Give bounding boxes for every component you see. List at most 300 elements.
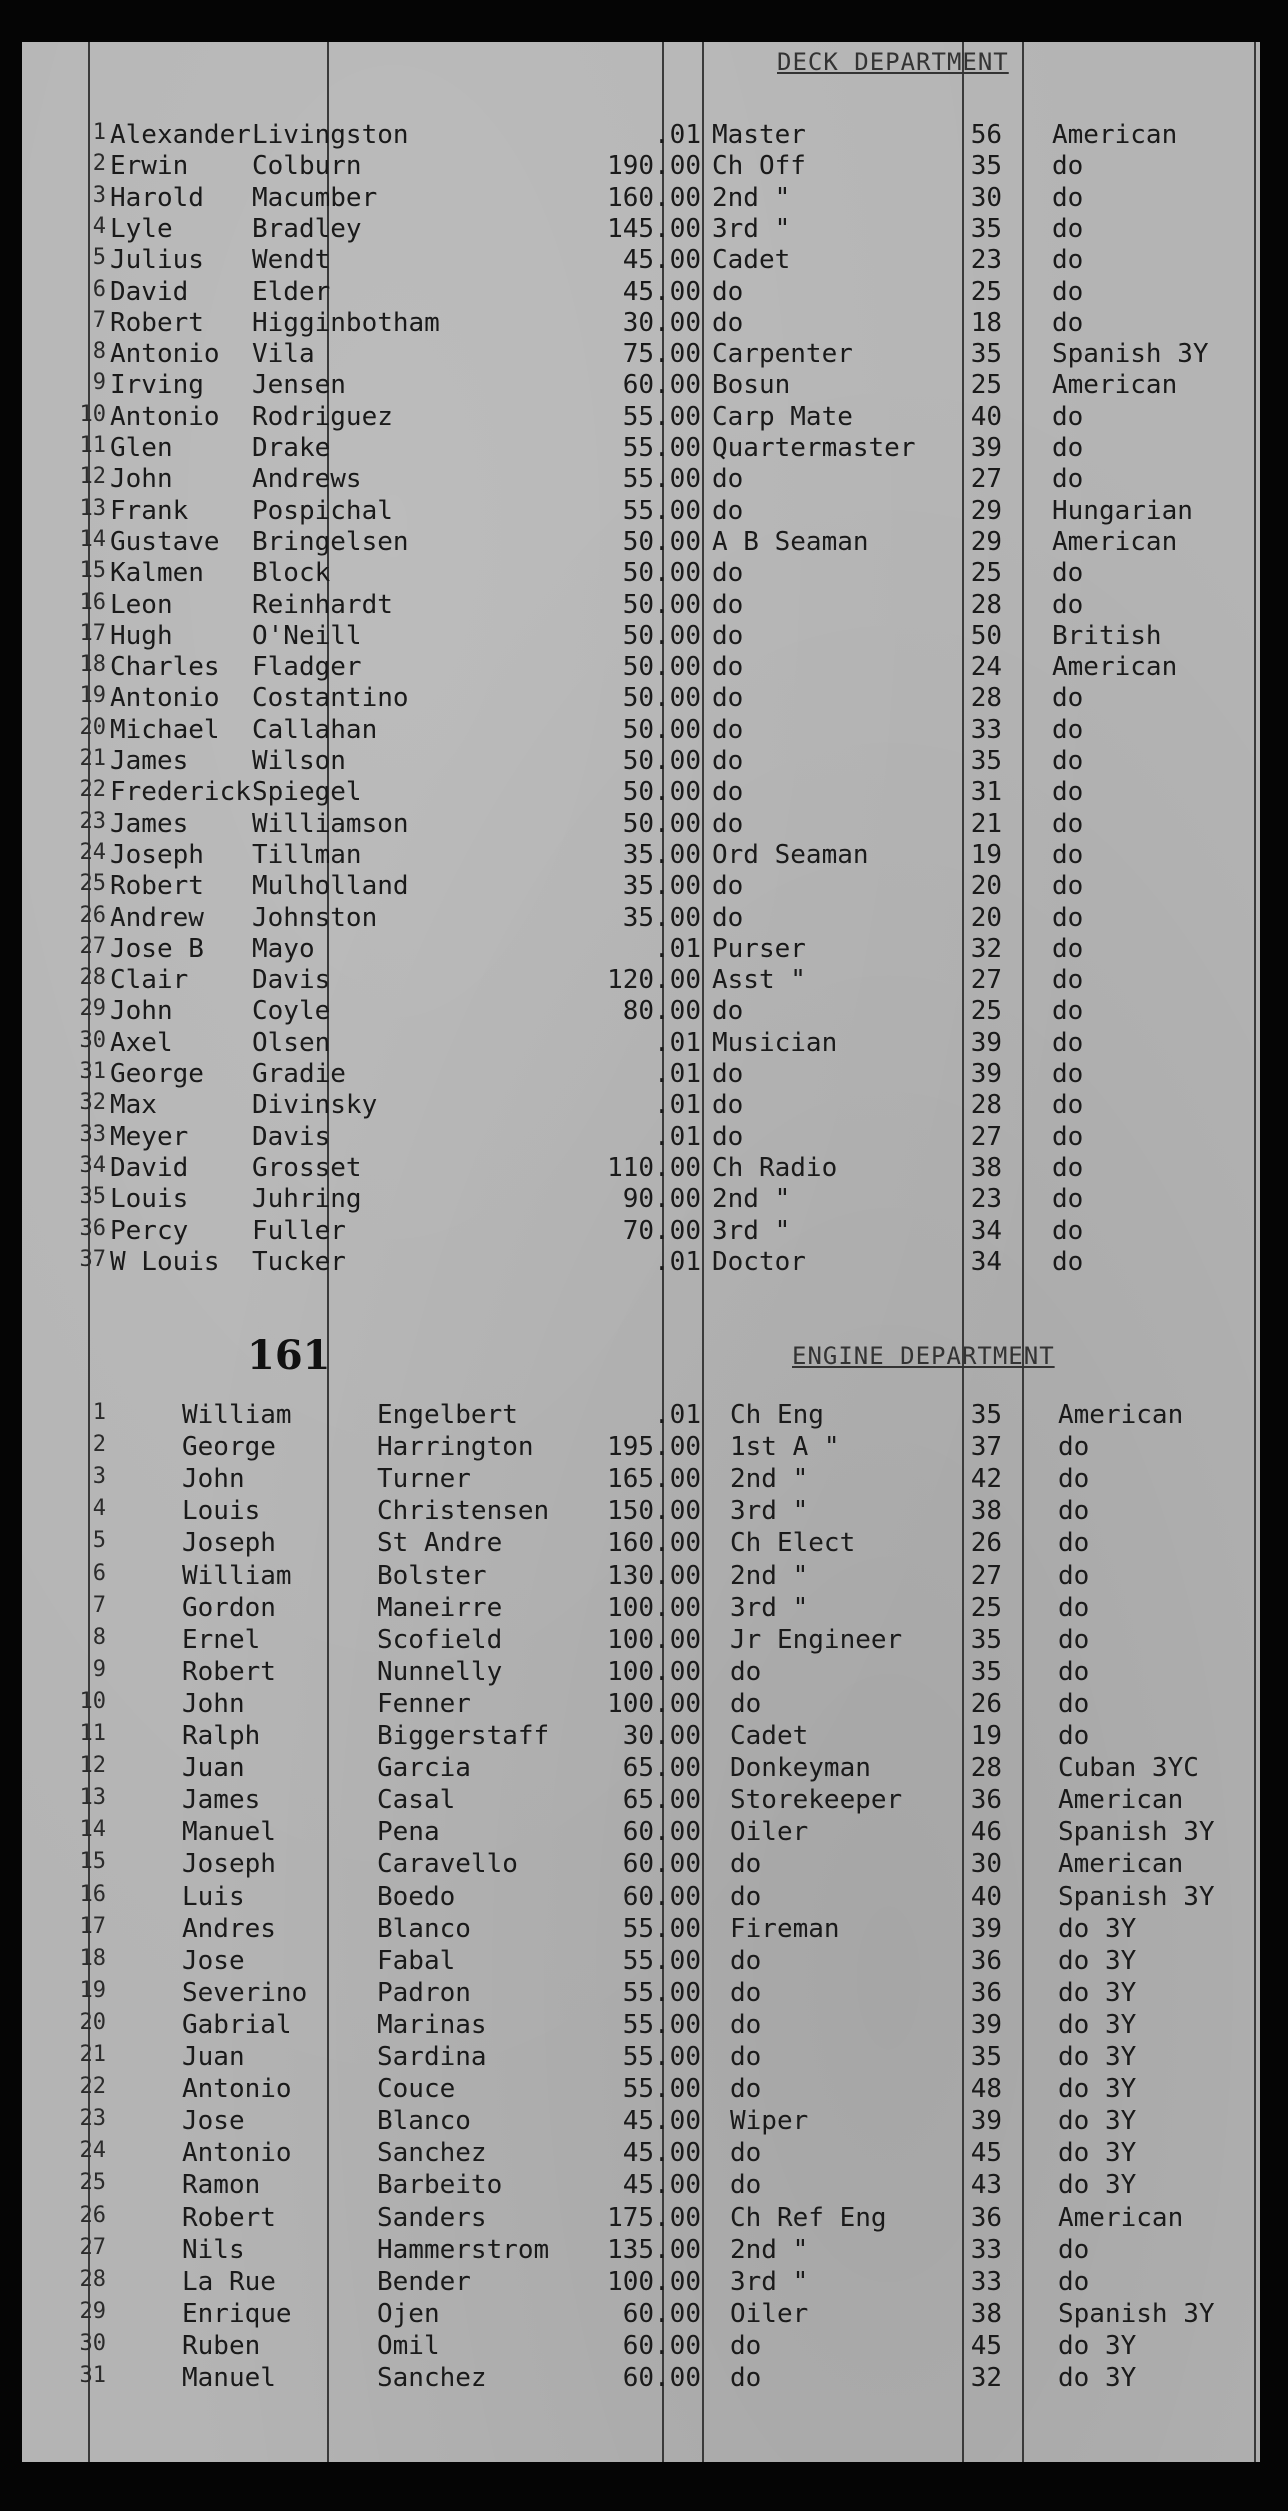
crew-row — [22, 965, 1260, 996]
nationality: do — [1058, 1656, 1090, 1687]
monthly-wage: 190.00 — [607, 151, 701, 182]
age: 29 — [970, 495, 1002, 526]
nationality: do — [1058, 1688, 1090, 1719]
age: 31 — [970, 777, 1002, 808]
age: 56 — [970, 120, 1002, 150]
nationality: do — [1052, 1027, 1084, 1058]
last-name: St Andre — [377, 1528, 503, 1559]
crew-row — [22, 2074, 1260, 2105]
monthly-wage: 100.00 — [607, 1688, 701, 1719]
row-number: 14 — [79, 526, 106, 552]
crew-row — [22, 1432, 1260, 1463]
monthly-wage: 60.00 — [622, 1849, 701, 1880]
row-number: 1 — [92, 1400, 106, 1425]
rank: do — [730, 1881, 762, 1912]
nationality: do 3Y — [1058, 2138, 1137, 2169]
last-name: Fenner — [377, 1688, 471, 1719]
age: 37 — [970, 1432, 1002, 1463]
row-number: 5 — [92, 1528, 106, 1554]
rank: do — [712, 777, 744, 808]
age: 36 — [970, 1945, 1002, 1976]
first-name: Robert — [182, 2202, 276, 2233]
first-name: John — [110, 464, 173, 495]
nationality: do 3Y — [1058, 2330, 1137, 2361]
first-name: James — [182, 1785, 261, 1816]
crew-row — [22, 2235, 1260, 2266]
age: 36 — [970, 2202, 1002, 2233]
rank: 2nd " — [712, 182, 791, 213]
crew-row — [22, 308, 1260, 339]
row-number: 7 — [92, 307, 106, 333]
rank: Storekeeper — [730, 1785, 903, 1816]
rank: Donkeyman — [730, 1753, 871, 1784]
nationality: do — [1052, 683, 1084, 714]
row-number: 37 — [79, 1246, 106, 1272]
rank: do — [712, 276, 744, 307]
crew-row — [22, 1593, 1260, 1624]
last-name: Ojen — [377, 2298, 440, 2329]
nationality: do — [1052, 213, 1084, 244]
monthly-wage: 160.00 — [607, 182, 701, 213]
last-name: Block — [252, 558, 331, 589]
age: 23 — [970, 1184, 1002, 1215]
age: 30 — [970, 1849, 1002, 1880]
last-name: Omil — [377, 2330, 440, 2361]
rank: do — [730, 2074, 762, 2105]
monthly-wage: 35.00 — [622, 871, 701, 902]
age: 38 — [970, 1496, 1002, 1527]
age: 24 — [970, 652, 1002, 683]
first-name: Joseph — [110, 839, 204, 870]
age: 39 — [970, 1027, 1002, 1058]
row-number: 2 — [92, 151, 106, 177]
last-name: Blanco — [377, 1913, 471, 1944]
age: 25 — [970, 996, 1002, 1027]
monthly-wage: 55.00 — [622, 2074, 701, 2105]
crew-row — [22, 1978, 1260, 2009]
nationality: do — [1058, 2234, 1090, 2265]
row-number: 30 — [79, 1027, 106, 1053]
rank: do — [712, 1121, 744, 1152]
rank: 3rd " — [712, 1215, 791, 1246]
nationality: do — [1052, 1121, 1084, 1152]
row-number: 10 — [79, 401, 106, 427]
nationality: do — [1058, 2266, 1090, 2297]
last-name: Olsen — [252, 1027, 331, 1058]
crew-row — [22, 183, 1260, 214]
last-name: Barbeito — [377, 2170, 503, 2201]
first-name: Michael — [110, 714, 220, 745]
rank: do — [730, 1849, 762, 1880]
first-name: Hugh — [110, 620, 173, 651]
rank: do — [712, 902, 744, 933]
first-name: Antonio — [182, 2138, 292, 2169]
first-name: Erwin — [110, 151, 189, 182]
first-name: Frederick — [110, 777, 251, 808]
rank: do — [730, 1945, 762, 1976]
first-name: James — [110, 808, 189, 839]
age: 39 — [970, 2009, 1002, 2040]
nationality: do — [1052, 558, 1084, 589]
monthly-wage: 35.00 — [622, 839, 701, 870]
monthly-wage: 70.00 — [622, 1215, 701, 1246]
first-name: Manuel — [182, 2363, 276, 2393]
monthly-wage: .01 — [654, 120, 701, 150]
last-name: Wilson — [252, 746, 346, 776]
rank: Carp Mate — [712, 401, 853, 432]
age: 46 — [970, 1817, 1002, 1848]
rank: 3rd " — [730, 1592, 809, 1623]
first-name: Glen — [110, 433, 173, 463]
crew-row — [22, 1721, 1260, 1752]
first-name: George — [182, 1432, 276, 1463]
monthly-wage: 75.00 — [622, 339, 701, 370]
rank: do — [730, 1688, 762, 1719]
monthly-wage: 90.00 — [622, 1184, 701, 1215]
nationality: do — [1052, 245, 1084, 276]
last-name: Coyle — [252, 996, 331, 1027]
crew-row — [22, 277, 1260, 308]
monthly-wage: 55.00 — [622, 433, 701, 463]
row-number: 33 — [79, 1121, 106, 1147]
first-name: Enrique — [182, 2298, 292, 2329]
crew-row — [22, 809, 1260, 840]
rank: Oiler — [730, 2298, 809, 2329]
monthly-wage: 100.00 — [607, 1624, 701, 1655]
monthly-wage: 60.00 — [622, 2298, 701, 2329]
row-number: 31 — [79, 2363, 106, 2388]
crew-row — [22, 1657, 1260, 1688]
monthly-wage: 45.00 — [622, 2170, 701, 2201]
nationality: British — [1052, 620, 1162, 651]
nationality: do — [1052, 276, 1084, 307]
row-number: 29 — [79, 996, 106, 1022]
last-name: Mayo — [252, 933, 315, 964]
age: 35 — [970, 213, 1002, 244]
first-name: W Louis — [110, 1246, 220, 1277]
nationality: American — [1052, 120, 1178, 150]
rank: do — [712, 1090, 744, 1121]
last-name: Sanders — [377, 2202, 487, 2233]
nationality: do 3Y — [1058, 2009, 1137, 2040]
crew-row — [22, 1122, 1260, 1153]
rank: Ch Elect — [730, 1528, 856, 1559]
last-name: Sanchez — [377, 2363, 487, 2393]
row-number: 18 — [79, 652, 106, 678]
crew-row — [22, 1464, 1260, 1495]
age: 39 — [970, 2106, 1002, 2137]
nationality: American — [1052, 652, 1178, 683]
crew-row — [22, 558, 1260, 589]
rank: 2nd " — [712, 1184, 791, 1215]
nationality: American — [1058, 1785, 1184, 1816]
age: 28 — [970, 683, 1002, 714]
last-name: Scofield — [377, 1624, 503, 1655]
rank: Asst " — [712, 965, 806, 996]
monthly-wage: 55.00 — [622, 1913, 701, 1944]
row-number: 19 — [79, 1977, 106, 2003]
first-name: Frank — [110, 495, 189, 526]
rank: Ch Ref Eng — [730, 2202, 887, 2233]
crew-row — [22, 214, 1260, 245]
crew-row — [22, 1496, 1260, 1527]
row-number: 24 — [79, 2138, 106, 2164]
first-name: Ralph — [182, 1721, 261, 1751]
crew-row — [22, 1216, 1260, 1247]
row-number: 13 — [79, 1785, 106, 1811]
last-name: Padron — [377, 1977, 471, 2008]
monthly-wage: 55.00 — [622, 2009, 701, 2040]
row-number: 3 — [92, 1464, 106, 1490]
monthly-wage: 120.00 — [607, 965, 701, 996]
crew-list-sheet — [22, 42, 1260, 2462]
rank: 2nd " — [730, 2234, 809, 2265]
crew-row — [22, 151, 1260, 182]
monthly-wage: 60.00 — [622, 1881, 701, 1912]
age: 20 — [970, 871, 1002, 902]
last-name: Hammerstrom — [377, 2234, 550, 2265]
age: 40 — [970, 1881, 1002, 1912]
monthly-wage: 100.00 — [607, 1592, 701, 1623]
monthly-wage: 50.00 — [622, 777, 701, 808]
row-number: 34 — [79, 1152, 106, 1178]
row-number: 11 — [79, 433, 106, 458]
monthly-wage: 50.00 — [622, 558, 701, 589]
first-name: Louis — [182, 1496, 261, 1527]
age: 48 — [970, 2074, 1002, 2105]
nationality: do 3Y — [1058, 2170, 1137, 2201]
crew-row — [22, 1882, 1260, 1913]
row-number: 21 — [79, 746, 106, 771]
rank: Musician — [712, 1027, 838, 1058]
crew-row — [22, 1689, 1260, 1720]
age: 25 — [970, 558, 1002, 589]
nationality: do 3Y — [1058, 1977, 1137, 2008]
monthly-wage: 60.00 — [622, 370, 701, 401]
last-name: Blanco — [377, 2106, 471, 2137]
age: 27 — [970, 464, 1002, 495]
row-number: 1 — [92, 120, 106, 145]
rank: 3rd " — [730, 2266, 809, 2297]
row-number: 15 — [79, 558, 106, 584]
first-name: Alexander — [110, 120, 251, 150]
first-name: Robert — [110, 307, 204, 338]
monthly-wage: 175.00 — [607, 2202, 701, 2233]
first-name: James — [110, 746, 189, 776]
monthly-wage: 35.00 — [622, 902, 701, 933]
row-number: 20 — [79, 2009, 106, 2035]
rank: do — [730, 2330, 762, 2361]
crew-row — [22, 1090, 1260, 1121]
last-name: Andrews — [252, 464, 362, 495]
rank: do — [730, 2009, 762, 2040]
row-number: 22 — [79, 2074, 106, 2100]
nationality: American — [1052, 526, 1178, 557]
monthly-wage: 165.00 — [607, 1464, 701, 1495]
age: 35 — [970, 1624, 1002, 1655]
crew-row — [22, 464, 1260, 495]
crew-row — [22, 2010, 1260, 2041]
crew-row — [22, 652, 1260, 683]
last-name: Williamson — [252, 808, 409, 839]
rank: Doctor — [712, 1246, 806, 1277]
row-number: 27 — [79, 933, 106, 959]
nationality: do 3Y — [1058, 2363, 1137, 2393]
rank: Cadet — [730, 1721, 809, 1751]
row-number: 19 — [79, 683, 106, 709]
row-number: 11 — [79, 1721, 106, 1746]
age: 45 — [970, 2330, 1002, 2361]
row-number: 35 — [79, 1184, 106, 1210]
first-name: Percy — [110, 1215, 189, 1246]
monthly-wage: 80.00 — [622, 996, 701, 1027]
rank: do — [712, 558, 744, 589]
crew-row — [22, 2331, 1260, 2362]
last-name: Grosset — [252, 1152, 362, 1183]
crew-row — [22, 370, 1260, 401]
first-name: Charles — [110, 652, 220, 683]
monthly-wage: 65.00 — [622, 1785, 701, 1816]
age: 35 — [970, 1400, 1002, 1430]
last-name: Nunnelly — [377, 1656, 503, 1687]
monthly-wage: .01 — [654, 1246, 701, 1277]
monthly-wage: 145.00 — [607, 213, 701, 244]
monthly-wage: 55.00 — [622, 2042, 701, 2072]
age: 35 — [970, 339, 1002, 370]
rank: do — [712, 652, 744, 683]
monthly-wage: 50.00 — [622, 620, 701, 651]
nationality: do — [1052, 1246, 1084, 1277]
age: 33 — [970, 2234, 1002, 2265]
monthly-wage: 195.00 — [607, 1432, 701, 1463]
nationality: do — [1052, 1152, 1084, 1183]
rank: 3rd " — [730, 1496, 809, 1527]
last-name: Garcia — [377, 1753, 471, 1784]
monthly-wage: 45.00 — [622, 276, 701, 307]
rank: Carpenter — [712, 339, 853, 370]
age: 36 — [970, 1785, 1002, 1816]
nationality: do — [1058, 1432, 1090, 1463]
row-number: 26 — [79, 2202, 106, 2228]
row-number: 6 — [92, 276, 106, 302]
row-number: 36 — [79, 1215, 106, 1241]
rank: do — [712, 871, 744, 902]
last-name: Engelbert — [377, 1400, 518, 1430]
row-number: 2 — [92, 1432, 106, 1458]
crew-row — [22, 2042, 1260, 2073]
crew-row — [22, 527, 1260, 558]
first-name: Joseph — [182, 1528, 276, 1559]
last-name: Vila — [252, 339, 315, 370]
monthly-wage: 45.00 — [622, 2138, 701, 2169]
crew-row — [22, 1625, 1260, 1656]
last-name: Juhring — [252, 1184, 362, 1215]
last-name: Sanchez — [377, 2138, 487, 2169]
age: 23 — [970, 245, 1002, 276]
row-number: 12 — [79, 1753, 106, 1779]
nationality: American — [1058, 1400, 1184, 1430]
age: 39 — [970, 1913, 1002, 1944]
last-name: O'Neill — [252, 620, 362, 651]
rank: do — [730, 2170, 762, 2201]
age: 39 — [970, 433, 1002, 463]
nationality: do — [1052, 182, 1084, 213]
row-number: 27 — [79, 2234, 106, 2260]
rank: do — [730, 1977, 762, 2008]
first-name: Andrew — [110, 902, 204, 933]
rank: Master — [712, 120, 806, 150]
rank: do — [712, 1059, 744, 1089]
monthly-wage: .01 — [654, 1059, 701, 1089]
last-name: Mulholland — [252, 871, 409, 902]
last-name: Tucker — [252, 1246, 346, 1277]
nationality: do — [1052, 151, 1084, 182]
age: 35 — [970, 2042, 1002, 2072]
age: 28 — [970, 589, 1002, 620]
last-name: Davis — [252, 1121, 331, 1152]
rank: Bosun — [712, 370, 791, 401]
rank: Ch Radio — [712, 1152, 838, 1183]
rank: do — [712, 746, 744, 776]
row-number: 9 — [92, 1656, 106, 1682]
crew-row — [22, 715, 1260, 746]
first-name: Nils — [182, 2234, 245, 2265]
nationality: American — [1058, 2202, 1184, 2233]
first-name: Irving — [110, 370, 204, 401]
crew-row — [22, 1184, 1260, 1215]
age: 20 — [970, 902, 1002, 933]
monthly-wage: 55.00 — [622, 495, 701, 526]
first-name: Jose B — [110, 933, 204, 964]
rank: Ch Eng — [730, 1400, 824, 1430]
rank: Fireman — [730, 1913, 840, 1944]
monthly-wage: 100.00 — [607, 1656, 701, 1687]
nationality: Spanish 3Y — [1058, 1881, 1215, 1912]
age: 35 — [970, 151, 1002, 182]
nationality: do — [1058, 1560, 1090, 1591]
age: 30 — [970, 182, 1002, 213]
age: 26 — [970, 1688, 1002, 1719]
age: 40 — [970, 401, 1002, 432]
crew-row — [22, 590, 1260, 621]
last-name: Higginbotham — [252, 307, 440, 338]
last-name: Elder — [252, 276, 331, 307]
nationality: Spanish 3Y — [1058, 1817, 1215, 1848]
crew-row — [22, 840, 1260, 871]
crew-row — [22, 683, 1260, 714]
first-name: Meyer — [110, 1121, 189, 1152]
rank: A B Seaman — [712, 526, 869, 557]
rank: do — [712, 464, 744, 495]
last-name: Wendt — [252, 245, 331, 276]
nationality: do — [1052, 433, 1084, 463]
row-number: 25 — [79, 871, 106, 897]
age: 38 — [970, 1152, 1002, 1183]
age: 25 — [970, 370, 1002, 401]
row-number: 18 — [79, 1945, 106, 1971]
rank: 1st A " — [730, 1432, 840, 1463]
row-number: 24 — [79, 839, 106, 865]
first-name: Gustave — [110, 526, 220, 557]
row-number: 26 — [79, 902, 106, 928]
rank: Ch Off — [712, 151, 806, 182]
monthly-wage: .01 — [654, 1400, 701, 1430]
nationality: Spanish 3Y — [1058, 2298, 1215, 2329]
monthly-wage: 50.00 — [622, 808, 701, 839]
rank: 2nd " — [730, 1560, 809, 1591]
monthly-wage: 60.00 — [622, 1817, 701, 1848]
rank: Wiper — [730, 2106, 809, 2137]
